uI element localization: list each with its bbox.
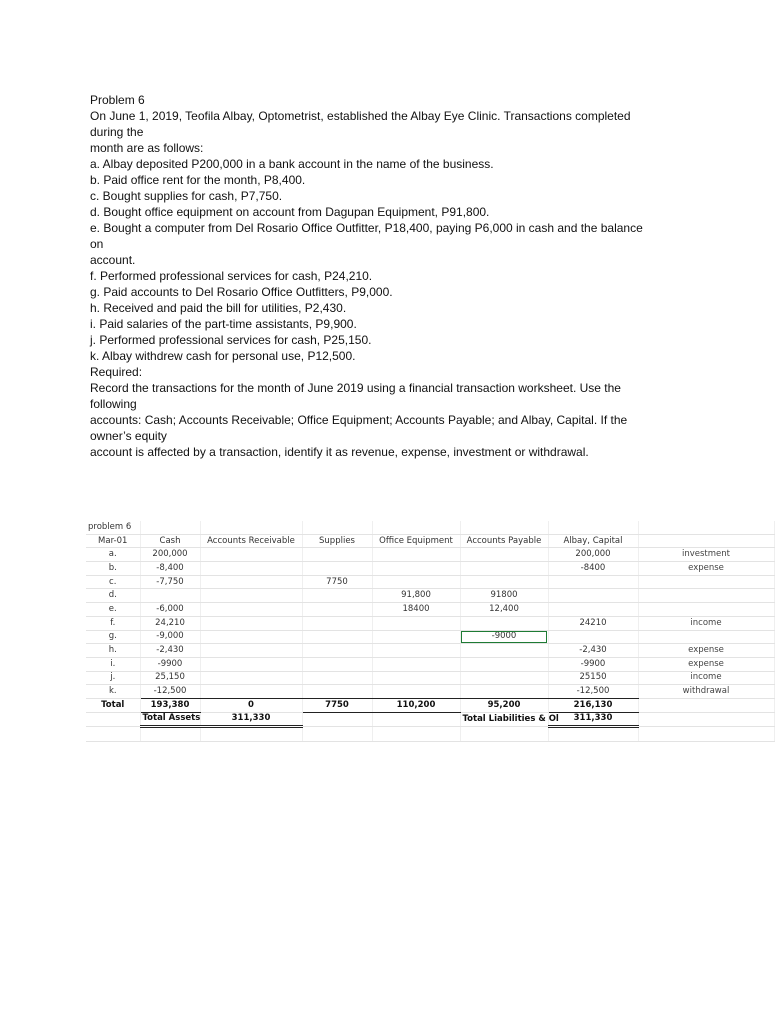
problem-line: following: [90, 397, 137, 411]
header-cell: Office Equipment: [372, 534, 460, 548]
equity-type-cell: investment: [638, 548, 774, 562]
cash-cell: -2,430: [140, 644, 200, 658]
equipment-cell: [372, 644, 460, 658]
problem-line: f. Performed professional services for cash, P24,210.: [90, 269, 373, 283]
equipment-cell: [372, 575, 460, 589]
capital-cell: 200,000: [548, 548, 638, 562]
cash-cell: 200,000: [140, 548, 200, 562]
problem-line: Record the transactions for the month of June 2019 using a financial transaction worksheet. Use the: [90, 381, 621, 395]
total-equipment: 110,200: [372, 698, 460, 712]
equipment-cell: [372, 671, 460, 685]
equity-type-cell: [638, 630, 774, 644]
equipment-cell: [372, 562, 460, 576]
problem-line: j. Performed professional services for cash, P25,150.: [90, 333, 372, 347]
supplies-cell: [302, 589, 372, 603]
row-label: h.: [86, 644, 140, 658]
equity-type-cell: expense: [638, 562, 774, 576]
supplies-cell: [302, 616, 372, 630]
total-supplies: 7750: [302, 698, 372, 712]
receivable-cell: [200, 671, 302, 685]
receivable-cell: [200, 562, 302, 576]
equipment-cell: [372, 616, 460, 630]
supplies-cell: 7750: [302, 575, 372, 589]
supplies-cell: [302, 603, 372, 617]
receivable-cell: [200, 630, 302, 644]
header-cell: Mar-01: [86, 534, 140, 548]
payable-cell: 91800: [460, 589, 548, 603]
problem-line: account.: [90, 253, 136, 267]
total-blank: [638, 698, 774, 712]
table-row: [86, 644, 774, 658]
capital-cell: [548, 630, 638, 644]
payable-cell: [460, 548, 548, 562]
payable-cell: 12,400: [460, 603, 548, 617]
table-row: [86, 562, 774, 576]
cash-cell: -6,000: [140, 603, 200, 617]
row-label: g.: [86, 630, 140, 644]
row-label: b.: [86, 562, 140, 576]
total-liabilities-value: 311,330: [548, 712, 638, 727]
problem-line: e. Bought a computer from Del Rosario Office Outfitter, P18,400, paying P6,000 in cash and the balance: [90, 221, 643, 235]
total-label: Total: [86, 698, 140, 712]
row-label: k.: [86, 685, 140, 699]
table-row: [86, 616, 774, 630]
table-row: [86, 548, 774, 562]
capital-cell: 25150: [548, 671, 638, 685]
row-label: a.: [86, 548, 140, 562]
transaction-worksheet: [86, 521, 774, 761]
problem-line: accounts: Cash; Accounts Receivable; Office Equipment; Accounts Payable; and Albay, Capital. If the: [90, 413, 628, 427]
summary-row: [86, 712, 774, 727]
table-row: [86, 603, 774, 617]
row-label: e.: [86, 603, 140, 617]
row-label: d.: [86, 589, 140, 603]
payable-cell: [460, 671, 548, 685]
cash-cell: -9900: [140, 657, 200, 671]
header-cell: Accounts Payable: [460, 534, 548, 548]
cash-cell: -9,000: [140, 630, 200, 644]
supplies-cell: [302, 630, 372, 644]
equity-type-cell: withdrawal: [638, 685, 774, 699]
supplies-cell: [302, 685, 372, 699]
receivable-cell: [200, 603, 302, 617]
total-cash: 193,380: [140, 698, 200, 712]
capital-cell: [548, 575, 638, 589]
capital-cell: 24210: [548, 616, 638, 630]
empty-row: [86, 727, 774, 742]
receivable-cell: [200, 548, 302, 562]
equipment-cell: 18400: [372, 603, 460, 617]
problem-line: b. Paid office rent for the month, P8,400.: [90, 173, 306, 187]
equity-type-cell: expense: [638, 644, 774, 658]
row-label: j.: [86, 671, 140, 685]
problem-line: month are as follows:: [90, 141, 204, 155]
problem-line: i. Paid salaries of the part-time assistants, P9,900.: [90, 317, 357, 331]
problem-line: during the: [90, 125, 144, 139]
row-label: c.: [86, 575, 140, 589]
problem-line: On June 1, 2019, Teofila Albay, Optometrist, established the Albay Eye Clinic. Transactions completed: [90, 109, 631, 123]
total-row: [86, 698, 774, 712]
row-label: i.: [86, 657, 140, 671]
worksheet-title-row: [86, 521, 774, 534]
problem-line: Problem 6: [90, 93, 145, 107]
cash-cell: 25,150: [140, 671, 200, 685]
cash-cell: -8,400: [140, 562, 200, 576]
payable-cell: [460, 644, 548, 658]
payable-cell: [460, 562, 548, 576]
problem-line: d. Bought office equipment on account from Dagupan Equipment, P91,800.: [90, 205, 490, 219]
equity-type-cell: income: [638, 616, 774, 630]
summary-blank: [302, 712, 372, 727]
equity-type-cell: [638, 589, 774, 603]
cash-cell: -12,500: [140, 685, 200, 699]
supplies-cell: [302, 671, 372, 685]
equipment-cell: [372, 657, 460, 671]
problem-line: a. Albay deposited P200,000 in a bank account in the name of the business.: [90, 157, 494, 171]
receivable-cell: [200, 685, 302, 699]
supplies-cell: [302, 548, 372, 562]
capital-cell: -9900: [548, 657, 638, 671]
payable-cell: [460, 685, 548, 699]
capital-cell: -12,500: [548, 685, 638, 699]
cash-cell: [140, 589, 200, 603]
capital-cell: -8400: [548, 562, 638, 576]
problem-line: k. Albay withdrew cash for personal use, P12,500.: [90, 349, 356, 363]
receivable-cell: [200, 589, 302, 603]
summary-blank: [372, 712, 460, 727]
table-row: [86, 630, 774, 644]
table-row: [86, 589, 774, 603]
equity-type-cell: [638, 575, 774, 589]
capital-cell: [548, 589, 638, 603]
equipment-cell: [372, 630, 460, 644]
problem-line: owner’s equity: [90, 429, 167, 443]
summary-blank: [638, 712, 774, 727]
table-row: [86, 575, 774, 589]
supplies-cell: [302, 562, 372, 576]
total-assets-value: 311,330: [200, 712, 302, 727]
receivable-cell: [200, 657, 302, 671]
header-cell: Accounts Receivable: [200, 534, 302, 548]
problem-line: Required:: [90, 365, 143, 379]
total-assets-label: Total Assets: [140, 712, 200, 727]
worksheet-title: problem 6: [86, 521, 140, 534]
problem-text: [90, 92, 690, 460]
total-receivable: 0: [200, 698, 302, 712]
supplies-cell: [302, 657, 372, 671]
problem-line: c. Bought supplies for cash, P7,750.: [90, 189, 283, 203]
header-cell: Supplies: [302, 534, 372, 548]
equipment-cell: [372, 548, 460, 562]
capital-cell: -2,430: [548, 644, 638, 658]
payable-cell: [460, 616, 548, 630]
payable-cell: [460, 575, 548, 589]
total-capital: 216,130: [548, 698, 638, 712]
receivable-cell: [200, 644, 302, 658]
total-payable: 95,200: [460, 698, 548, 712]
header-cell: Albay, Capital: [548, 534, 638, 548]
table-row: [86, 685, 774, 699]
payable-cell: [460, 657, 548, 671]
capital-cell: [548, 603, 638, 617]
supplies-cell: [302, 644, 372, 658]
header-cell: Cash: [140, 534, 200, 548]
header-cell: [638, 534, 774, 548]
worksheet-header-row: [86, 534, 774, 548]
cash-cell: -7,750: [140, 575, 200, 589]
table-row: [86, 671, 774, 685]
table-row: [86, 657, 774, 671]
equity-type-cell: [638, 603, 774, 617]
equipment-cell: 91,800: [372, 589, 460, 603]
equipment-cell: [372, 685, 460, 699]
total-liabilities-label: Total Liabilities & Ol: [460, 712, 548, 727]
equity-type-cell: income: [638, 671, 774, 685]
problem-line: h. Received and paid the bill for utilities, P2,430.: [90, 301, 347, 315]
receivable-cell: [200, 616, 302, 630]
cash-cell: 24,210: [140, 616, 200, 630]
summary-blank: [86, 712, 140, 727]
row-label: f.: [86, 616, 140, 630]
problem-line: account is affected by a transaction, identify it as revenue, expense, investment or withdrawal.: [90, 445, 589, 459]
problem-line: g. Paid accounts to Del Rosario Office Outfitters, P9,000.: [90, 285, 393, 299]
worksheet-table: [86, 521, 775, 742]
receivable-cell: [200, 575, 302, 589]
selected-payable-cell[interactable]: -9000: [460, 630, 548, 644]
problem-line: on: [90, 237, 104, 251]
equity-type-cell: expense: [638, 657, 774, 671]
